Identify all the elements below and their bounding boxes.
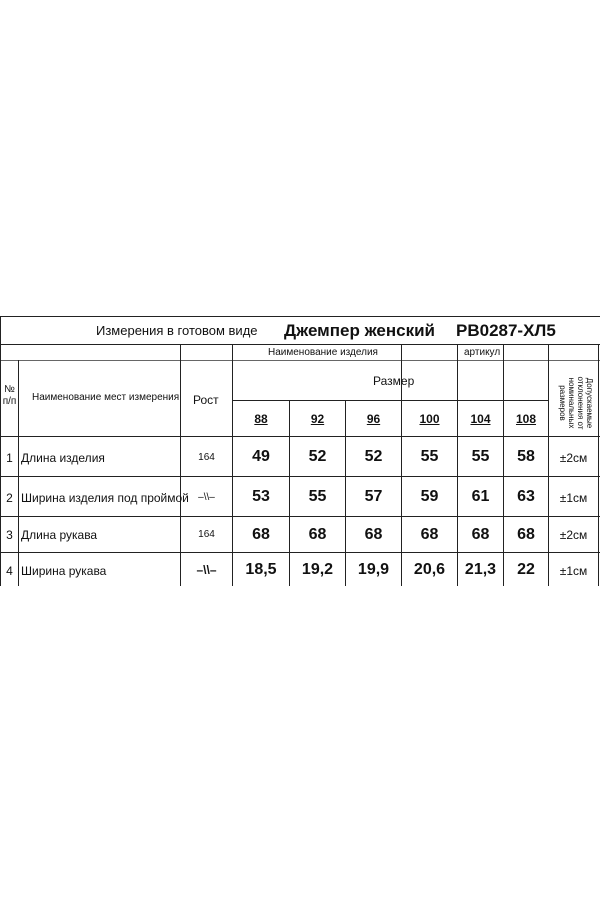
size-header-divider bbox=[232, 400, 548, 401]
size-header-96: 96 bbox=[366, 412, 381, 426]
row1-v88: 49 bbox=[252, 448, 270, 465]
row3-v88: 68 bbox=[252, 526, 270, 543]
row2-v92: 55 bbox=[308, 488, 327, 505]
row-divider-1 bbox=[0, 476, 600, 477]
measurements-label: Измерения в готовом виде bbox=[96, 323, 258, 338]
col-line-no bbox=[18, 360, 19, 586]
row1-tolerance: ±2см bbox=[559, 451, 588, 465]
col-header-tolerance: Допускаемые отклонения от номинальных размеров bbox=[558, 376, 594, 430]
row3-v104: 68 bbox=[471, 526, 490, 543]
row-divider-3 bbox=[0, 552, 600, 553]
row1-no: 1 bbox=[6, 451, 13, 465]
row1-height: 164 bbox=[198, 452, 215, 463]
row3-no: 3 bbox=[6, 528, 13, 542]
col-header-no: № п/п bbox=[2, 384, 17, 407]
caption-divider bbox=[0, 360, 600, 361]
row2-name: Ширина изделия под проймой bbox=[21, 491, 189, 505]
row4-v96: 19,9 bbox=[357, 561, 390, 578]
col-line-end bbox=[598, 344, 599, 586]
size-header-88: 88 bbox=[254, 412, 268, 426]
size-header-108: 108 bbox=[515, 412, 537, 426]
col-header-name: Наименование мест измерения bbox=[32, 392, 180, 403]
article-caption: артикул bbox=[464, 347, 501, 358]
row4-no: 4 bbox=[6, 564, 13, 578]
row2-no: 2 bbox=[6, 491, 13, 505]
product-name-caption: Наименование изделия bbox=[268, 347, 378, 358]
row-divider-2 bbox=[0, 516, 600, 517]
row3-v108: 68 bbox=[517, 526, 535, 543]
row3-tolerance: ±2см bbox=[559, 528, 588, 542]
row1-v92: 52 bbox=[308, 448, 327, 465]
row1-v96: 52 bbox=[364, 448, 383, 465]
row2-v100: 59 bbox=[420, 488, 439, 505]
col-header-height: Рост bbox=[193, 393, 219, 407]
row2-v108: 63 bbox=[517, 488, 535, 505]
row1-v104: 55 bbox=[471, 448, 490, 465]
article-code: РВ0287-ХЛ5 bbox=[456, 321, 556, 340]
row4-v88: 18,5 bbox=[245, 561, 277, 578]
col-header-size: Размер bbox=[373, 374, 415, 388]
size-header-100: 100 bbox=[419, 412, 440, 426]
row4-height: –\\– bbox=[196, 563, 217, 577]
row3-v92: 68 bbox=[308, 526, 327, 543]
row4-v108: 22 bbox=[517, 561, 535, 578]
row3-height: 164 bbox=[198, 529, 215, 540]
row4-tolerance: ±1см bbox=[559, 564, 588, 578]
size-header-104: 104 bbox=[470, 412, 491, 426]
size-header-92: 92 bbox=[310, 412, 325, 426]
row2-v88: 53 bbox=[252, 488, 270, 505]
row2-tolerance: ±1см bbox=[559, 491, 588, 505]
row4-v92: 19,2 bbox=[301, 561, 334, 578]
border-top bbox=[0, 316, 600, 317]
row4-v104: 21,3 bbox=[464, 561, 497, 578]
row3-v100: 68 bbox=[420, 526, 439, 543]
row1-v108: 58 bbox=[517, 448, 535, 465]
col-line-name bbox=[180, 344, 181, 586]
row1-v100: 55 bbox=[420, 448, 439, 465]
header-divider bbox=[0, 344, 600, 345]
row2-v96: 57 bbox=[364, 488, 383, 505]
row3-v96: 68 bbox=[364, 526, 383, 543]
table-head-bottom bbox=[0, 436, 600, 437]
row2-v104: 61 bbox=[471, 488, 490, 505]
measurement-sheet bbox=[0, 316, 600, 586]
row3-name: Длина рукава bbox=[21, 528, 98, 542]
row2-height: –\\– bbox=[198, 492, 215, 503]
row1-name: Длина изделия bbox=[21, 451, 105, 465]
row4-name: Ширина рукава bbox=[21, 564, 107, 578]
product-name: Джемпер женский bbox=[284, 321, 435, 340]
row4-v100: 20,6 bbox=[413, 561, 446, 578]
